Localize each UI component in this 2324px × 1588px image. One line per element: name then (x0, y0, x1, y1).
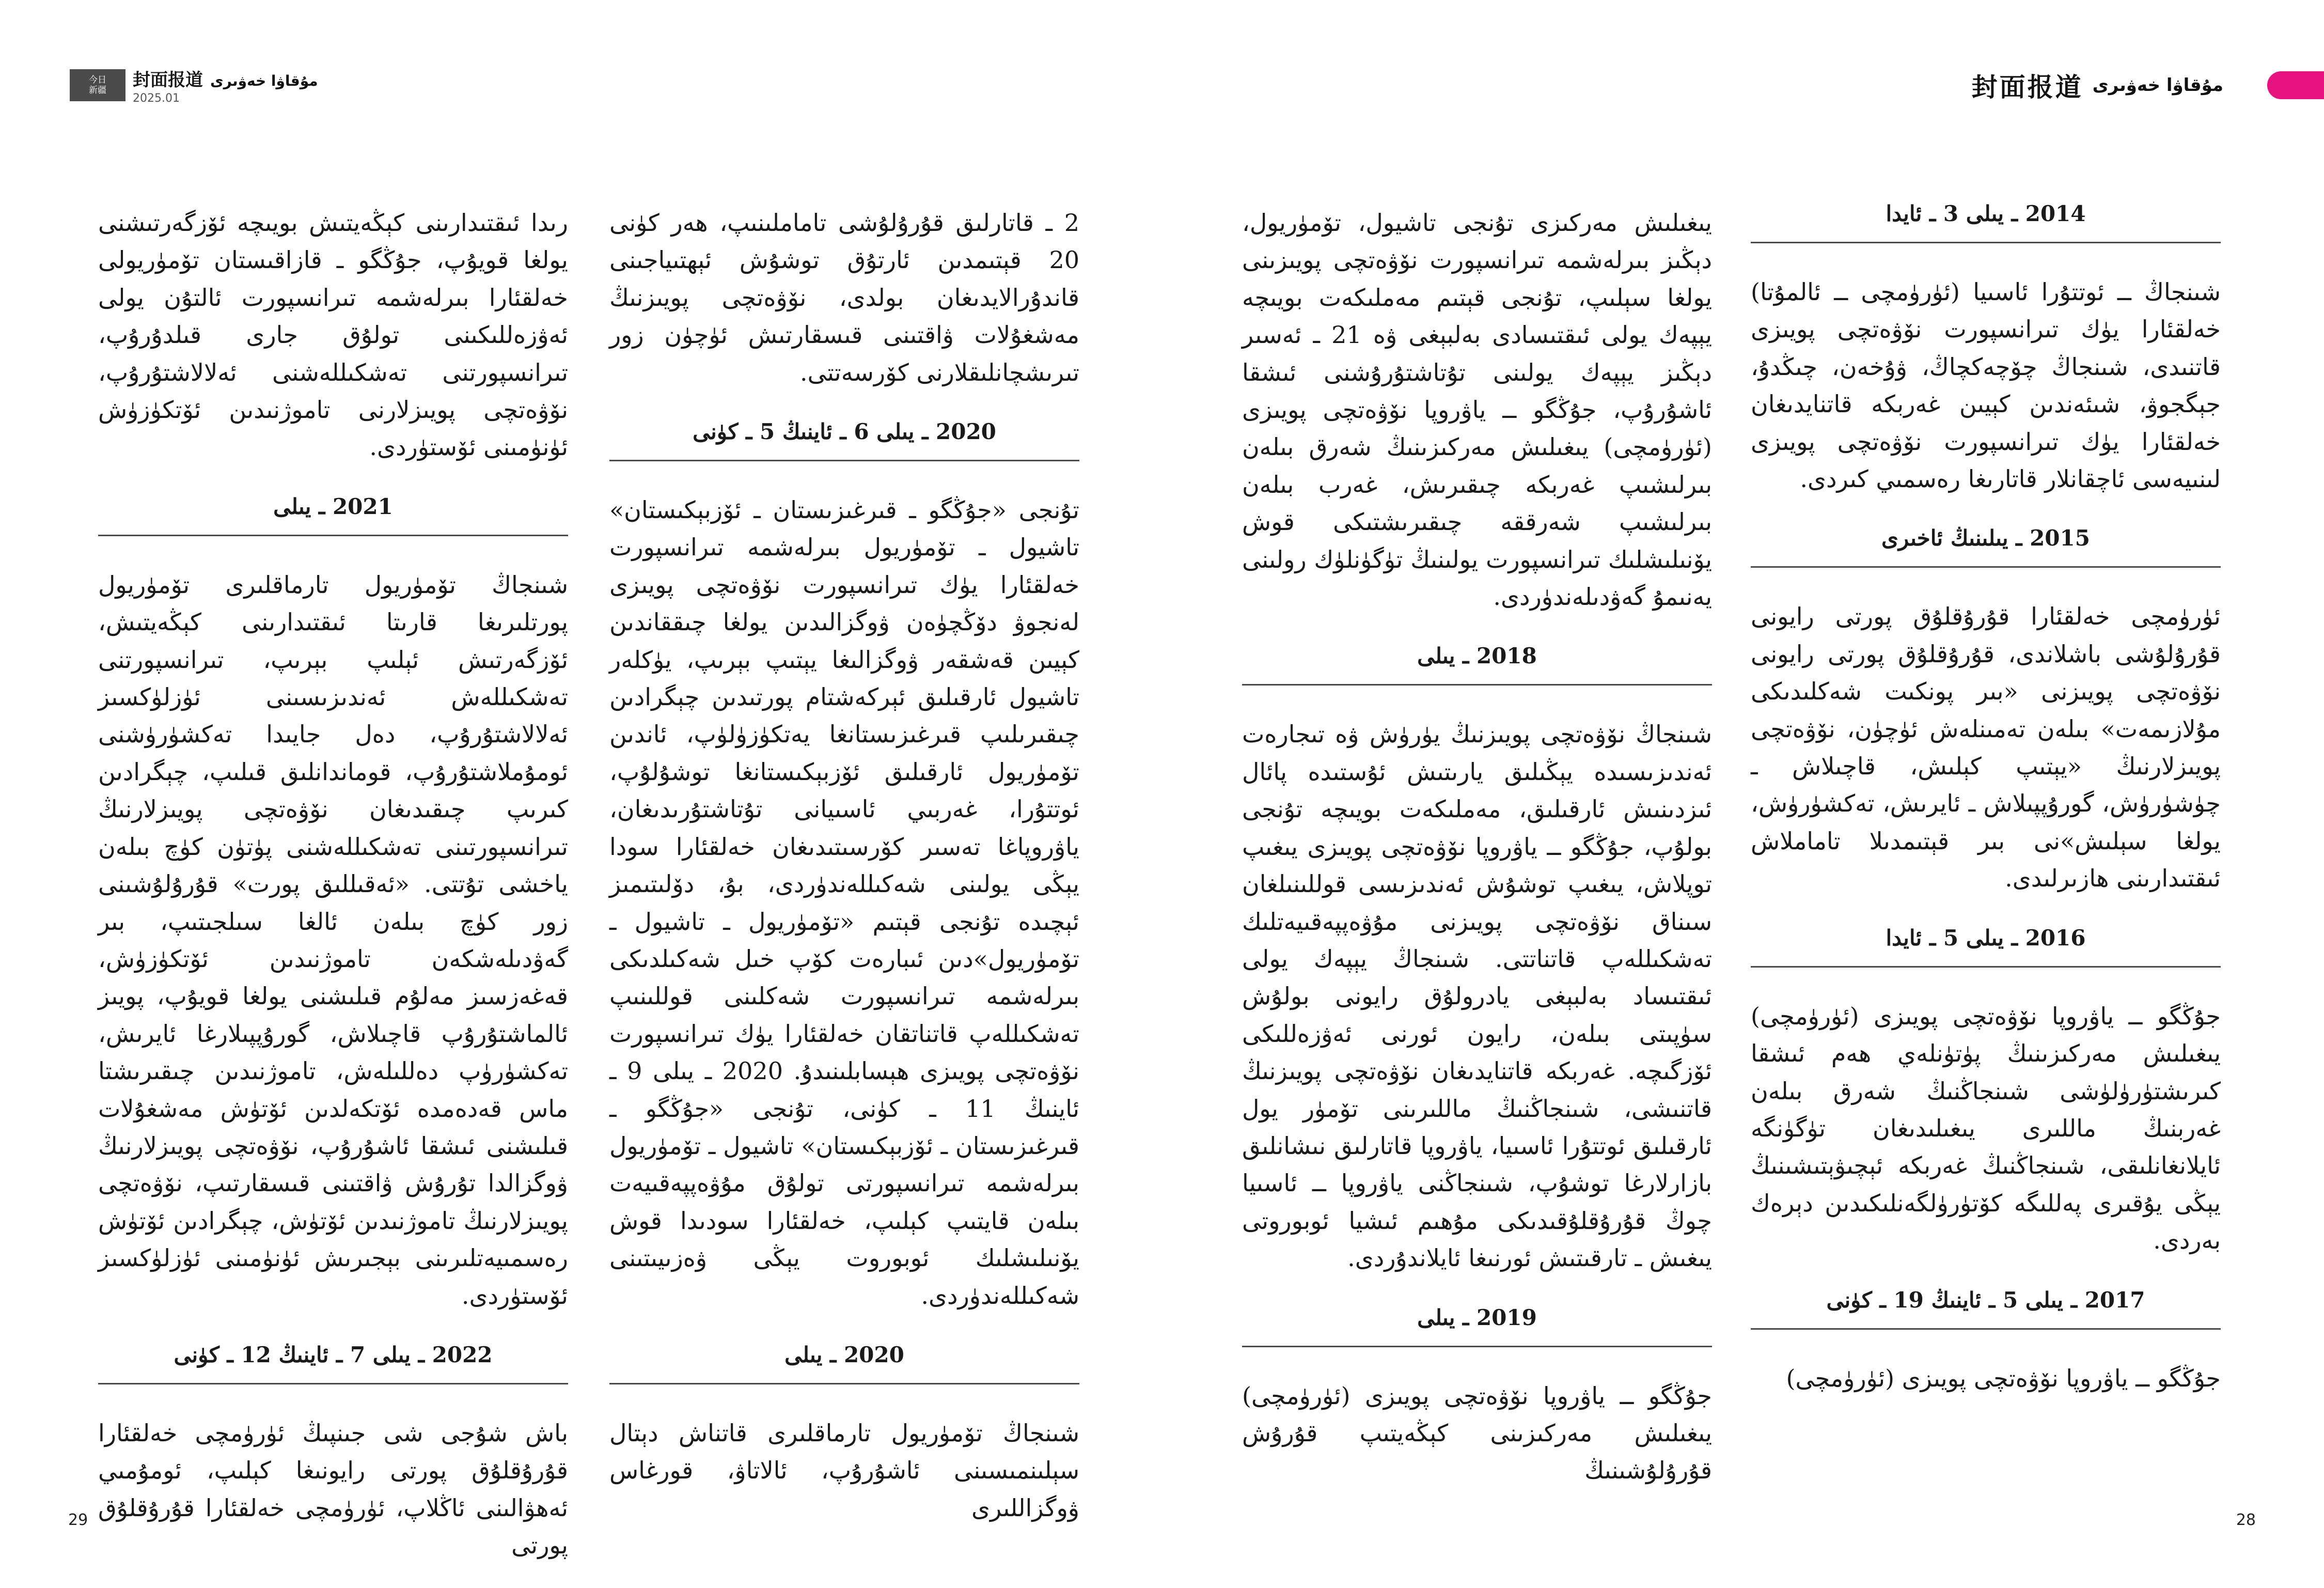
text-column-4 (1751, 201, 2221, 1485)
year-heading: 2016 ـ يىلى 5 ـ ئايدا (1751, 925, 2221, 968)
left-page-header (70, 67, 318, 103)
text-column-2 (609, 204, 1079, 1522)
paragraph: شىنجاڭ تۆمۈريول تارماقلىرى تۆمۈريول پورتلىرىغا قارىتا ئىقتىدارىنى كېڭەيتىش، ئۆزگەرتىش ئېلىپ بېرىپ، تىرانسپورتنى تەشكىللەش ئەندىزىسىنى ئۈزلۈكسىز ئەلالاشتۇرۇپ، دەل جايىدا تەكشۈرۈشنى ئومۇملاشتۇرۇپ، قوماندانلىق قىلىپ، چېگرادىن كىرىپ چىقىدىغان نۆۋەتچى پويىزلارنىڭ تىرانسپورتىنى تەشكىللەشنى پۈتۈن كۈچ بىلەن ياخشى تۇتتى. «ئەقىللىق پورت» قۇرۇلۇشىنى زور كۈچ بىلەن ئالغا سىلجىتىپ، بىر گەۋدىلەشكەن تاموژنىدىن ئۆتكۈزۈش، قەغەزسىز مەلۇم قىلىشنى يولغا قويۇپ، پويىز ئالماشتۇرۇپ قاچىلاش، گورۇپپىلارغا ئايرىش، تەكشۈرۈپ دەللىلەش، تاموژنىدىن چىقىرىشتا ماس قەدەمدە ئۆتكەلدىن ئۆتۈش مەشغۇلات قىلىشنى ئىشقا ئاشۇرۇپ، نۆۋەتچى پويىزلارنىڭ ۋوگزالدا تۇرۇش ۋاقتىنى قىسقارتىپ، نۆۋەتچى پويىزلارنىڭ تاموژنىدىن ئۆتۈش، چېگرادىن ئۆتۈش رەسمىيەتلىرىنى بېجىرىش ئۈنۈمىنى ئۈزلۈكسىز ئۆستۈردى. (98, 570, 568, 1310)
section-title-cn: 封面报道 (133, 70, 203, 90)
paragraph: باش شۇجى شى جىنپىڭ ئۈرۈمچى خەلقئارا قۇرۇقلۇق پورتى رايونىغا كېلىپ، ئومۇمىي ئەھۋالىنى ئاڭلاپ، ئۈرۈمچى خەلقئارا قۇرۇقلۇق پورتى (98, 1419, 568, 1560)
paragraph: شىنجاڭ تۆمۈريول تارماقلىرى قاتناش دېتال سېلىنمىسىنى ئاشۇرۇپ، ئالاتاۋ، قورغاس ۋوگزاللىرى (609, 1419, 1079, 1522)
year-heading: 2021 ـ يىلى (98, 494, 568, 536)
paragraph: رىدا ئىقتىدارىنى كېڭەيتىش بويىچە ئۆزگەرتىشنى يولغا قويۇپ، جۇڭگو ـ قازاقىستان تۆمۈريولى خەلقئارا بىرلەشمە تىرانسپورت ئالتۇن يولى ئەۋزەللىكىنى تولۇق جارى قىلدۇرۇپ، تىرانسپورتنى تەشكىللەشنى ئەلالاشتۇرۇپ، نۆۋەتچى پويىزلارنى تاموژنىدىن ئۆتكۈزۈش ئۈنۈمىنى ئۆستۈردى. (98, 209, 568, 461)
section-title-ug: مۇقاۋا خەۋىرى (210, 72, 318, 89)
logo-line-2: 新疆 (89, 85, 106, 96)
year-heading: 2017 ـ يىلى 5 ـ ئاينىڭ 19 ـ كۈنى (1751, 1287, 2221, 1330)
year-heading: 2020 ـ يىلى (609, 1342, 1079, 1384)
right-page-header (1972, 67, 2223, 103)
section-color-tab (2267, 71, 2324, 99)
paragraph: شىنجاڭ نۆۋەتچى پويىزنىڭ يۈرۈش ۋە تىجارەت ئەندىزىسىدە يېڭىلىق يارىتىش ئۇستىدە پائال ئىزدىنىش ئارقىلىق، مەملىكەت بويىچە تۇنجى بولۇپ، جۇڭگو ــ ياۋروپا نۆۋەتچى پويىزى يىغىپ توپلاش، يىغىپ توشۇش ئەندىزىسى قوللىنىلغان سىناق نۆۋەتچى پويىزنى مۇۋەپپەقىيەتلىك تەشكىللەپ قاتناتتى. شىنجاڭ يېپەك يولى ئىقتىساد بەلبېغى يادرولۇق رايونى بولۇش سۈپىتى بىلەن، رايون ئورنى ئەۋزەللىكى ئۆزگىچە. غەربكە قاتنايدىغان نۆۋەتچى پويىزنىڭ قاتنىشى، شىنجاڭنىڭ ماللىرىنى تۆمۈر يول ئارقىلىق ئوتتۇرا ئاسىيا، ياۋروپا قاتارلىق نىشانلىق بازارلارغا توشۇپ، شىنجاڭنى ياۋروپا ــ ئاسىيا چوڭ قۇرۇقلۇقىدىكى مۇھىم ئىشيا ئوبوروتى يىغىش ـ تارقىتىش ئورنىغا ئايلاندۇردى. (1242, 720, 1712, 1272)
paragraph: تۇنجى «جۇڭگو ـ قىرغىزىستان ـ ئۆزبېكىستان» تاشيول ـ تۆمۈريول بىرلەشمە تىرانسپورت خەلقئارا يۈك تىرانسپورت نۆۋەتچى پويىزى لەنجوۋ دۆڭچۈەن ۋوگزالىدىن يولغا چىققاندىن كېيىن قەشقەر ۋوگزالىغا يېتىپ بېرىپ، يۈكلەر تاشيول ئارقىلىق ئېركەشتام پورتىدىن چېگرادىن چىقىرىلىپ قىرغىزىستانغا يەتكۈزۈلۈپ، ئاندىن تۆمۈريول ئارقىلىق ئۆزبېكىستانغا توشۇلۇپ، ئوتتۇرا، غەربىي ئاسىيانى تۇتاشتۇرىدىغان، ياۋروپاغا تەسىر كۆرسىتىدىغان خەلقئارا سودا يېڭى يولىنى شەكىللەندۈردى، بۇ، دۆلىتىمىز ئېچىدە تۇنجى قېتىم «تۆمۈريول ـ تاشيول ـ تۆمۈريول»دىن ئىبارەت كۆپ خىل شەكىلدىكى بىرلەشمە تىرانسپورت شەكلىنى قوللىنىپ تەشكىللەپ قاتناتقان خەلقئارا يۈك تىرانسپورت نۆۋەتچى پويىزى ھېسابلىنىدۇ. 2020 ـ يىلى 9 ـ ئاينىڭ 11 ـ كۈنى، تۇنجى «جۇڭگو ـ قىرغىزىستان ـ ئۆزبېكىستان» تاشيول ـ تۆمۈريول بىرلەشمە تىرانسپورتى تولۇق مۇۋەپپەقىيەت بىلەن قايتىپ كېلىپ، خەلقئارا سودىدا قوش يۆنىلىشلىك ئوبوروت يېڭى ۋەزىيىتىنى شەكىللەندۈردى. (609, 496, 1079, 1310)
paragraph: شىنجاڭ ــ ئوتتۇرا ئاسىيا (ئۈرۈمچى ــ ئالمۇتا) خەلقئارا يۈك تىرانسپورت نۆۋەتچى پويىزى قاتنىدى، شىنجاڭ چۆچەكچاڭ، ۋۇخەن، چىڭدۇ، جېگجوۋ، شىئەندىن كېيىن غەربكە قاتنايدىغان خەلقئارا يۈك تىرانسپورت نۆۋەتچى پويىزى لىنىيەسى ئاچقانلار قاتارىغا رەسمىي كىردى. (1751, 278, 2221, 493)
year-heading: 2014 ـ يىلى 3 ـ ئايدا (1751, 201, 2221, 243)
text-column-3 (1242, 204, 1712, 1485)
year-heading: 2015 ـ يىلىنىڭ ئاخىرى (1751, 525, 2221, 568)
logo-line-1: 今日 (89, 75, 106, 85)
text-column-1 (98, 204, 568, 1560)
year-heading: 2020 ـ يىلى 6 ـ ئاينىڭ 5 ـ كۈنى (609, 419, 1079, 461)
section-title-ug-right: مۇقاۋا خەۋىرى (2092, 75, 2223, 96)
paragraph: جۇڭگو ــ ياۋروپا نۆۋەتچى پويىزى (ئۈرۈمچى) (1786, 1364, 2221, 1392)
magazine-logo (70, 69, 125, 101)
paragraph: ئۈرۈمچى خەلقئارا قۇرۇقلۇق پورتى رايونى قۇرۇلۇشى باشلاندى، قۇرۇقلۇق پورتى رايونى نۆۋەتچى پويىزنى «بىر پونكىت شەكلىدىكى مۇلازىمەت» بىلەن تەمىنلەش ئۈچۈن، نۆۋەتچى پويىزلارنىڭ «يېتىپ كېلىش، قاچىلاش ـ چۈشۈرۈش، گورۇپپىلاش ـ ئايرىش، تەكشۈرۈش، يولغا سېلىش»نى بىر قېتىمدىلا تاماملاش ئىقتىدارىنى ھازىرلىدى. (1751, 602, 2221, 893)
year-heading: 2022 ـ يىلى 7 ـ ئاينىڭ 12 ـ كۈنى (98, 1342, 568, 1384)
left-header-titles (133, 66, 318, 105)
year-heading: 2018 ـ يىلى (1242, 643, 1712, 686)
paragraph: جۇڭگو ــ ياۋروپا نۆۋەتچى پويىزى (ئۈرۈمچى) يىغىلىش مەركىزىنى كېڭەيتىپ قۇرۇش قۇرۇلۇشىنىڭ (1242, 1381, 1712, 1485)
paragraph: يىغىلىش مەركىزى تۇنجى تاشيول، تۆمۈريول، دېڭىز بىرلەشمە تىرانسپورت نۆۋەتچى پويىزىنى يولغا سېلىپ، تۇنجى قېتىم مەملىكەت بويىچە يېپەك يولى ئىقتىسادى بەلبېغى ۋە 21 ـ ئەسىر دېڭىز يېپەك يولىنى تۇتاشتۇرۇشنى ئىشقا ئاشۇرۇپ، جۇڭگو ــ ياۋروپا نۆۋەتچى پويىزى (ئۈرۈمچى) يىغىلىش مەركىزىنىڭ شەرق بىلەن بىرلىشىپ غەربكە چىقىرىش، غەرب بىلەن بىرلىشىپ شەرققە چىقىرىشتىكى قوش يۆنىلىشلىك تىرانسپورت يولىنىڭ تۈگۈنلۈك رولىنى يەنىمۇ گەۋدىلەندۈردى. (1242, 209, 1712, 611)
section-title-cn-right: 封面报道 (1971, 72, 2083, 102)
page-number-right: 28 (2236, 1511, 2256, 1529)
paragraph: جۇڭگو ــ ياۋروپا نۆۋەتچى پويىزى (ئۈرۈمچى) يىغىلىش مەركىزىنىڭ پۈتۈنلەي ھەم ئىشقا كىرىشتۈرۈلۈشى شىنجاڭنىڭ شەرق بىلەن غەربنىڭ ماللىرى يىغىلىدىغان تۈگۈنگە ئايلانغانلىقى، شىنجاڭنىڭ غەربكە ئېچىۋېتىشىنىڭ يېڭى يۇقىرى پەللىگە كۆتۈرۈلگەنلىكىدىن دېرەك بەردى. (1751, 1002, 2221, 1255)
year-heading: 2019 ـ يىلى (1242, 1305, 1712, 1347)
page-number-left: 29 (68, 1511, 88, 1529)
issue-date: 2025.01 (133, 92, 180, 105)
paragraph: 2 ـ قاتارلىق قۇرۇلۇشى تاماملىنىپ، ھەر كۈنى 20 قېتىمدىن ئارتۇق توشۇش ئېھتىياجىنى قاندۇرالايدىغان بولدى، نۆۋەتچى پويىزنىڭ مەشغۇلات ۋاقتىنى قىسقارتىش ئۈچۈن زور تىرىشچانلىقلارنى كۆرسەتتى. (609, 209, 1079, 386)
